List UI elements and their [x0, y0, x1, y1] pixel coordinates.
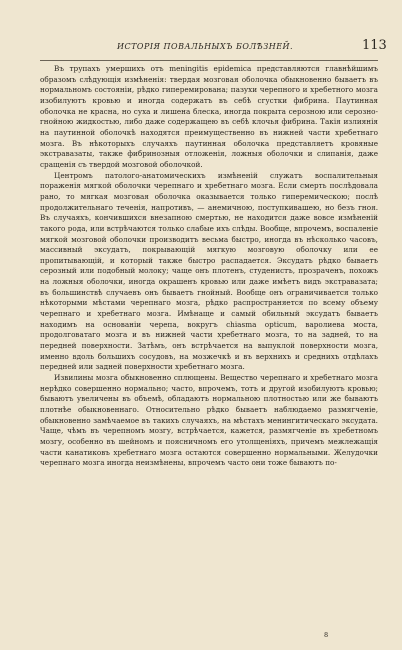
page-header — [0, 38, 402, 58]
printer-signature-mark: 8 — [324, 631, 329, 639]
page-number: 113 — [362, 38, 387, 53]
paragraph: Центромъ патолого-анатомическихъ измѣненій служатъ воспалительныя пораженія мягкой оболочки черепнаго и хребетнаго мозга. Если смерть послѣдовала рано, то мягкая мозговая оболочка оказывается только гиперемическою; послѣ продолжительнаго теченія, напротивъ, — анемичною, поступкивашею, но безъ гноя. Въ случаяхъ, кончившихся внезапною смертью, не находится даже вовсе измѣненій такого рода, или встрѣчаются только слабые ихъ слѣды. Вообще, впрочемъ, воспаленіе мягкой мозговой оболочки производитъ весьма быстро, иногда въ нѣсколько часовъ, массивный эксудатъ, покрывающій мягкую мозговую оболочку или ее пропитывающій, и который также быстро распадается. Эксудатъ рѣдко бываетъ серозный или подобный молоку; чаще онъ плотенъ, студенистъ, прозраченъ, похожъ на ложныя оболочки, иногда окрашенъ кровью или даже имѣетъ видъ экстравазата; въ большинствѣ случаевъ онъ бываетъ гнойный. Вообще онъ ограничивается только нѣкоторыми мѣстами черепнаго мозга, рѣдко распространяется по всему объему черепнаго и хребетнаго мозга. Имѣнаще и самый обильный эксудатъ бываетъ находимъ на основаніи черепа, вокругъ chiasma opticum, варолиева моста, продолговатаго мозга и въ нижней части хребетнаго мозга, то на задней, то на передней поверхности. Затѣмъ, онъ встрѣчается на выпуклой поверхности мозга, именно вдоль большихъ сосудовъ, на мозжечкѣ и въ верхнихъ и среднихъ отдѣлахъ передней или задней поверхности хребетнаго мозга. — [40, 170, 378, 372]
paragraph: Извилины мозга обыкновенно сплющены. Вещество черепнаго и хребетнаго мозга нерѣдко совершенно нормально; часто, впрочемъ, тотъ и другой изобилуютъ кровью; бываютъ увеличены въ объемѣ, обладаютъ нормальною плотностью или же бываютъ плотнѣе обыкновеннаго. Относительно рѣдко бываетъ наблюдаемо размягченіе, обыкновенно замѣчаемое въ такихъ случаяхъ, на мѣстахъ менингитическаго эксудата. Чаще, чѣмъ въ черепномъ мозгу, встрѣчается, кажется, размягченіе въ хребетномъ мозгу, особенно въ шейномъ и поясничномъ его утолщеніяхъ, причемъ межлежащія части канатиковъ хребетнаго мозга остаются совершенно нормальными. Желудочки черепнаго мозга иногда неизмѣнены, впрочемъ часто они тоже бываютъ по- — [40, 373, 378, 468]
paragraph: Въ трупахъ умершихъ отъ meningitis epidemica представляются главнѣйшимъ образомъ слѣдующія измѣненія: твердая мозговая оболочка обыкновенно бываетъ въ нормальномъ состояніи, рѣдко гиперемирована; пазухи черепного и хребетного мозга изобилуютъ кровью и иногда содержатъ въ себѣ сгустки фибрина. Паутинная оболочка не красна, но суха и лишена блеска, иногда покрыта серозною или серозно-гнойною жидкостью, либо даже содержащею въ себѣ клочья фибрина. Такія излиянія на паутинной оболочкѣ находятся преимущественно въ нижней части хребетнаго мозга. Въ нѣкоторыхъ случаяхъ паутинная оболочка представляетъ кровяные экстравазаты, также фибринозныя отложенія, ложныя оболочки и слипанія, даже сращенія съ твердой мозговой оболочкой. — [40, 64, 378, 169]
header-rule — [40, 60, 378, 61]
body-text — [40, 64, 378, 469]
running-head: ИСТОРІЯ ПОВАЛЬНЫХЪ БОЛѢЗНЕЙ. — [117, 42, 294, 51]
